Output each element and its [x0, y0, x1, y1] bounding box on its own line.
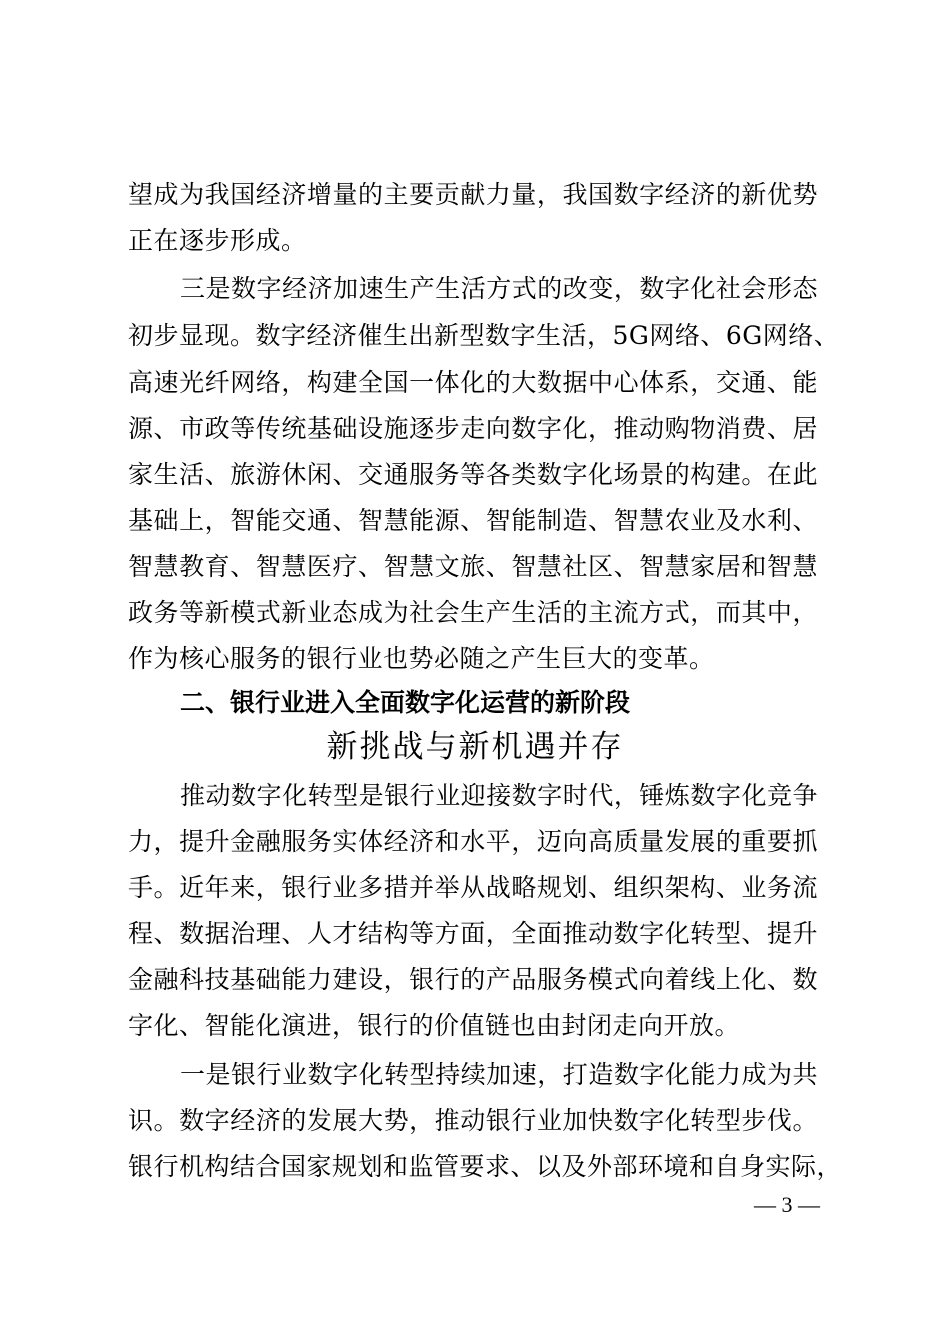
body-line: 程、数据治理、人才结构等方面，全面推动数字化转型、提升 [128, 919, 818, 948]
body-line: 三是数字经济加速生产生活方式的改变，数字化社会形态 [180, 274, 818, 303]
body-line: 力，提升金融服务实体经济和水平，迈向高质量发展的重要抓 [128, 827, 818, 856]
body-line: 政务等新模式新业态成为社会生产生活的主流方式，而其中， [128, 598, 818, 627]
body-line: 银行机构结合国家规划和监管要求、以及外部环境和自身实际， [128, 1152, 843, 1181]
body-line: 推动数字化转型是银行业迎接数字时代，锤炼数字化竞争 [180, 781, 818, 810]
body-line: 手。近年来，银行业多措并举从战略规划、组织架构、业务流 [128, 873, 818, 902]
body-line: 智慧教育、智慧医疗、智慧文旅、智慧社区、智慧家居和智慧 [128, 552, 818, 581]
body-line: 正在逐步形成。 [128, 226, 307, 255]
body-line: 识。数字经济的发展大势，推动银行业加快数字化转型步伐。 [128, 1106, 818, 1135]
body-line: 望成为我国经济增量的主要贡献力量，我国数字经济的新优势 [128, 180, 818, 209]
body-line: 一是银行业数字化转型持续加速，打造数字化能力成为共 [180, 1060, 818, 1089]
body-line: 家生活、旅游休闲、交通服务等各类数字化场景的构建。在此 [128, 460, 818, 489]
body-line: 源、市政等传统基础设施逐步走向数字化，推动购物消费、居 [128, 414, 818, 443]
sub-heading: 新挑战与新机遇并存 [326, 729, 624, 765]
page-number: — 3 — [754, 1192, 820, 1217]
body-line: 初步显现。数字经济催生出新型数字生活，5G网络、6G网络、 [128, 321, 840, 350]
body-line: 作为核心服务的银行业也势必随之产生巨大的变革。 [128, 644, 715, 673]
section-heading: 二、银行业进入全面数字化运营的新阶段 [180, 688, 631, 717]
body-line: 基础上，智能交通、智慧能源、智能制造、智慧农业及水利、 [128, 506, 818, 535]
body-line: 金融科技基础能力建设，银行的产品服务模式向着线上化、数 [128, 965, 818, 994]
body-line: 高速光纤网络，构建全国一体化的大数据中心体系，交通、能 [128, 368, 818, 397]
body-line: 字化、智能化演进，银行的价值链也由封闭走向开放。 [128, 1011, 741, 1040]
